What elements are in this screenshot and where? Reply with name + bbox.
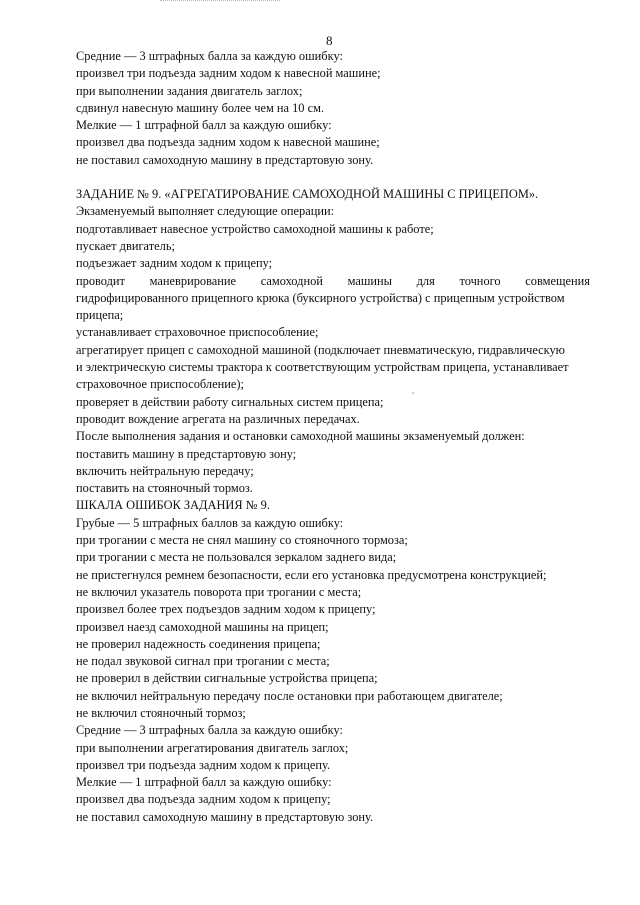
- text-line: произвел три подъезда задним ходом к навесной машине;: [76, 66, 381, 81]
- word: самоходной: [260, 273, 323, 288]
- text-line: подготавливает навесное устройство самоходной машины к работе;: [76, 221, 434, 236]
- text-line: при трогании с места не пользовался зеркалом заднего вида;: [76, 550, 397, 565]
- text-line: не включил стояночный тормоз;: [76, 705, 246, 720]
- text-line: прицепа;: [76, 308, 124, 323]
- text-line: проводит вождение агрегата на различных передачах.: [76, 411, 360, 426]
- text-line: не пристегнулся ремнем безопасности, если его установка предусмотрена конструкцией;: [76, 567, 547, 582]
- error-scale-heading: ШКАЛА ОШИБОК ЗАДАНИЯ № 9.: [76, 498, 270, 513]
- text-line: не проверил в действии сигнальные устройства прицепа;: [76, 671, 378, 686]
- text-line: страховочное приспособление);: [76, 377, 244, 392]
- text-line: подъезжает задним ходом к прицепу;: [76, 256, 273, 271]
- word: машины: [347, 273, 392, 288]
- text-line: агрегатирует прицеп с самоходной машиной (подключает пневматическую, гидравлическую: [76, 342, 565, 357]
- text-line: Мелкие — 1 штрафной балл за каждую ошибку:: [76, 775, 332, 790]
- word: маневрирование: [149, 273, 237, 288]
- text-line: произвел два подъезда задним ходом к прицепу;: [76, 792, 331, 807]
- text-line: не включил указатель поворота при трогании с места;: [76, 584, 362, 599]
- text-line: не поставил самоходную машину в предстартовую зону.: [76, 152, 374, 167]
- text-line: при выполнении агрегатирования двигатель заглох;: [76, 740, 349, 755]
- text-line: произвел более трех подъездов задним ходом к прицепу;: [76, 602, 376, 617]
- text-line: Мелкие — 1 штрафной балл за каждую ошибку:: [76, 118, 332, 133]
- text-line: сдвинул навесную машину более чем на 10 см.: [76, 100, 325, 115]
- text-line: не проверил надежность соединения прицепа;: [76, 636, 321, 651]
- task-heading: ЗАДАНИЕ № 9. «АГРЕГАТИРОВАНИЕ САМОХОДНОЙ МАШИНЫ С ПРИЦЕПОМ».: [76, 187, 539, 202]
- text-line: Средние — 3 штрафных балла за каждую ошибку:: [76, 49, 343, 63]
- text-line: включить нейтральную передачу;: [76, 463, 254, 478]
- text-line: произвел наезд самоходной машины на прицеп;: [76, 619, 329, 634]
- text-line: не подал звуковой сигнал при трогании с места;: [76, 654, 330, 669]
- word: для: [416, 273, 435, 288]
- text-line: не включил нейтральную передачу после остановки при работающем двигателе;: [76, 688, 503, 703]
- word: совмещения: [525, 273, 590, 288]
- text-line: Средние — 3 штрафных балла за каждую ошибку:: [76, 723, 343, 738]
- text-line: при выполнении задания двигатель заглох;: [76, 83, 303, 98]
- justified-line: [76, 273, 590, 290]
- task9-operations: [76, 203, 590, 826]
- word: точного: [459, 273, 501, 288]
- page-number: 8: [326, 33, 333, 48]
- text-line: Экзаменуемый выполняет следующие операции:: [76, 204, 335, 219]
- scan-artifact-top: [160, 0, 280, 4]
- text-line: проверяет в действии работу сигнальных систем прицепа;: [76, 394, 384, 409]
- text-line: Грубые — 5 штрафных баллов за каждую ошибку:: [76, 515, 344, 530]
- text-line: при трогании с места не снял машину со стояночного тормоза;: [76, 533, 408, 548]
- text-line: поставить на стояночный тормоз.: [76, 481, 253, 496]
- text-line: гидрофицированного прицепного крюка (буксирного устройства) с прицепным устройством: [76, 290, 565, 305]
- text-line: После выполнения задания и остановки самоходной машины экзаменуемый должен:: [76, 429, 525, 444]
- text-line: поставить машину в предстартовую зону;: [76, 446, 297, 461]
- word: проводит: [76, 273, 125, 288]
- penalty-block-task8: [76, 48, 590, 169]
- text-line: произвел три подъезда задним ходом к прицепу.: [76, 757, 331, 772]
- document-body: [76, 48, 590, 826]
- text-line: произвел два подъезда задним ходом к навесной машине;: [76, 135, 380, 150]
- text-line: пускает двигатель;: [76, 238, 175, 253]
- text-line: устанавливает страховочное приспособление;: [76, 325, 319, 340]
- text-line: не поставил самоходную машину в предстартовую зону.: [76, 809, 374, 824]
- text-line: и электрическую системы трактора к соответствующим устройствам прицепа, устанавливает: [76, 360, 569, 375]
